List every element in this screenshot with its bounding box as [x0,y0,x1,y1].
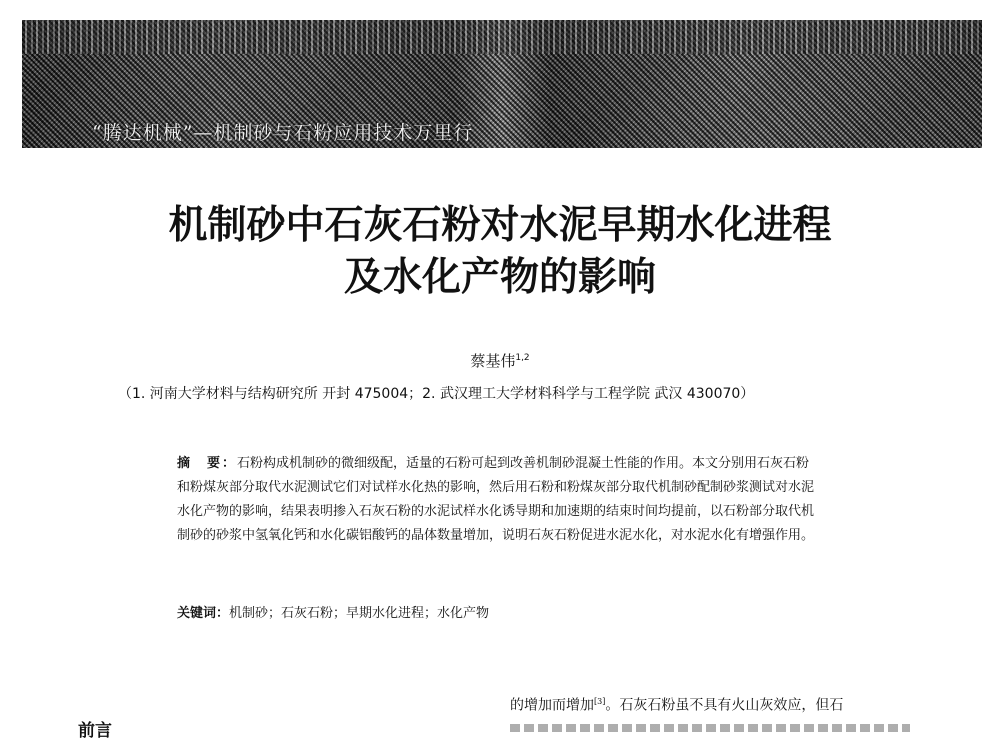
body-text-line-continued: 。石灰石粉虽不具有火山灰效应，但石 [605,697,844,714]
header-banner [22,20,982,148]
keywords-text: 机制砂；石灰石粉；早期水化进程；水化产物 [229,606,490,621]
cropped-text-line [510,724,910,732]
author-affiliation-marker: 1,2 [515,353,530,363]
paper-title-line-1: 机制砂中石灰石粉对水泥早期水化进程 [168,203,832,248]
affiliation: （1. 河南大学材料与结构研究所 开封 475004；2. 武汉理工大学材料科学与工程学院 武汉 430070） [118,386,755,402]
author [0,350,1000,371]
body-text-line: 的增加而增加 [510,697,594,714]
body-text-right-column [510,688,910,720]
citation-ref: [3] [594,697,606,706]
paper-title [0,200,1000,304]
abstract-text: 石粉构成机制砂的微细级配，适量的石粉可起到改善机制砂混凝土性能的作用。本文分别用石灰石粉和粉煤灰部分取代水泥测试它们对试样水化热的影响，然后用石粉和粉煤灰部分取代机制砂配制砂浆测试对水泥水化产物的影响，结果表明掺入石灰石粉的水泥试样水化诱导期和加速期的结束时间均提前，以石粉部分取代机制砂的砂浆中氢氧化钙和水化碳铝酸钙的晶体数量增加，说明石灰石粉促进水泥水化，对水泥水化有增强作用。 [177,456,815,543]
paper-title-line-2: 及水化产物的影响 [343,255,656,300]
banner-title: “腾达机械”—机制砂与石粉应用技术万里行 [92,122,474,144]
keywords [177,602,489,621]
author-name: 蔡基伟 [470,352,516,370]
abstract-label: 摘 要： [177,456,238,471]
section-heading-introduction: 前言 [78,721,112,741]
keywords-label: 关键词： [177,606,230,621]
abstract [177,452,817,548]
